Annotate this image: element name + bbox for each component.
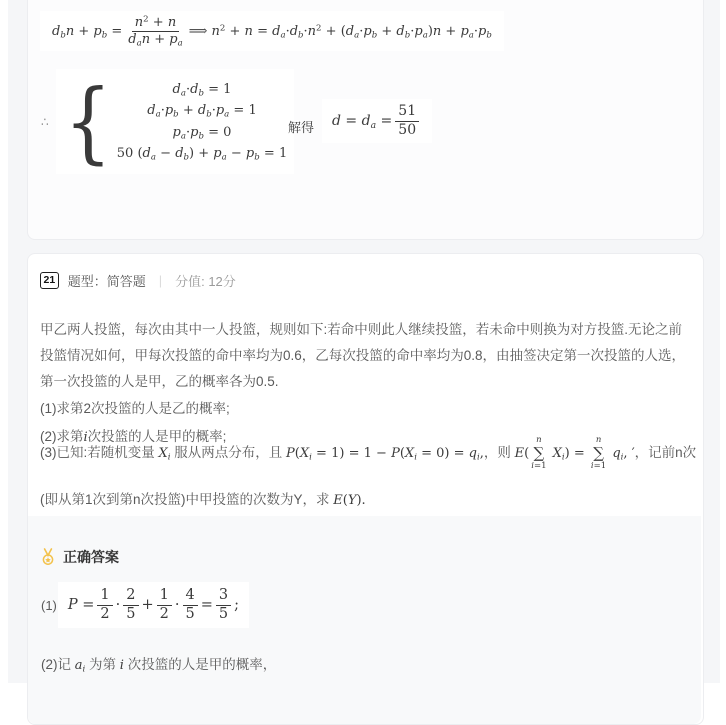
answer-panel — [28, 516, 701, 724]
answer-line-2: (2)记 $a_i$ 为第 i 次投篮的人是甲的概率， — [41, 657, 277, 675]
solution-work-card — [27, 0, 704, 240]
system-equation-line: $p_a\cdot p_b = 0$ — [172, 124, 232, 142]
answer-part1-formula: P = $\frac{1}{2}$ · $\frac{2}{5}$ + $\frac{1}{2}$ · $\frac{4}{5}$ = $\frac{3}{5}$ ; — [58, 582, 249, 628]
solve-label: 解得 — [288, 120, 315, 135]
question-score-label: 分值: 12分 — [175, 274, 236, 289]
question-type-label: 题型：简答题 — [67, 274, 146, 289]
system-equation-line: $d_a\cdot d_b = 1$ — [172, 81, 232, 99]
system-equation-line: 50 $(d_a - d_b) + p_a - p_b = 1$ — [116, 146, 288, 163]
medal-icon — [40, 548, 56, 566]
system-equation-line: $d_a\cdot p_b + d_b\cdot p_a = 1$ — [147, 103, 257, 120]
answer-part1-label: (1) — [41, 597, 57, 613]
question-header — [40, 271, 236, 290]
answer-title: 正确答案 — [63, 549, 119, 565]
answer-line-1 — [41, 582, 249, 628]
system-left-brace: { — [64, 69, 112, 173]
question-part-2: (2)求第i次投篮的人是甲的概率; — [40, 428, 227, 445]
answer-header — [40, 547, 119, 567]
header-divider: | — [158, 273, 163, 288]
question-part-1: (1)求第2次投篮的人是乙的概率; — [40, 400, 230, 416]
question-number-badge: 21 — [40, 272, 59, 289]
derivation-formula: $d_bn + p_b$ = $\frac{n^2 + n}{d_an + p_a}$ ⟹ $n^2 + n = d_a\cdot d_b\cdot n^2 + (d_a\cdot p_b + d_b\cdot p_a)n + p_a\cdot p_b$ — [40, 11, 504, 51]
question-card — [27, 253, 704, 725]
therefore-symbol: ∴ — [41, 115, 49, 129]
question-body-text: 甲乙两人投篮，每次由其中一人投篮，规则如下:若命中则此人继续投篮，若未命中则换为对方投篮.无论之前投篮情况如何，甲每次投篮的命中率均为0.6，乙每次投篮的命中率均为0.8，由抽签决定第一次投篮的人选，第一次投篮的人是甲，乙的概率各为0.5. — [40, 321, 686, 389]
equation-system-lines — [116, 80, 288, 164]
solution-result-formula: $d = d_a$ = $\frac{51}{50}$ — [322, 99, 432, 143]
equation-system-box — [56, 69, 294, 174]
question-part-3: (3)已知:若随机变量 $X_i$ 服从两点分布，且 $P(X_i = 1) = 1 - P(X_i = 0) = q_i$,，则 E( n ∑ i=1 $X_i$) = n ∑ i=1 $q_i$, ′，记前n次(即从第1次到第n次投篮)中甲投篮的次数为Y，求 E(Y). — [40, 435, 697, 508]
